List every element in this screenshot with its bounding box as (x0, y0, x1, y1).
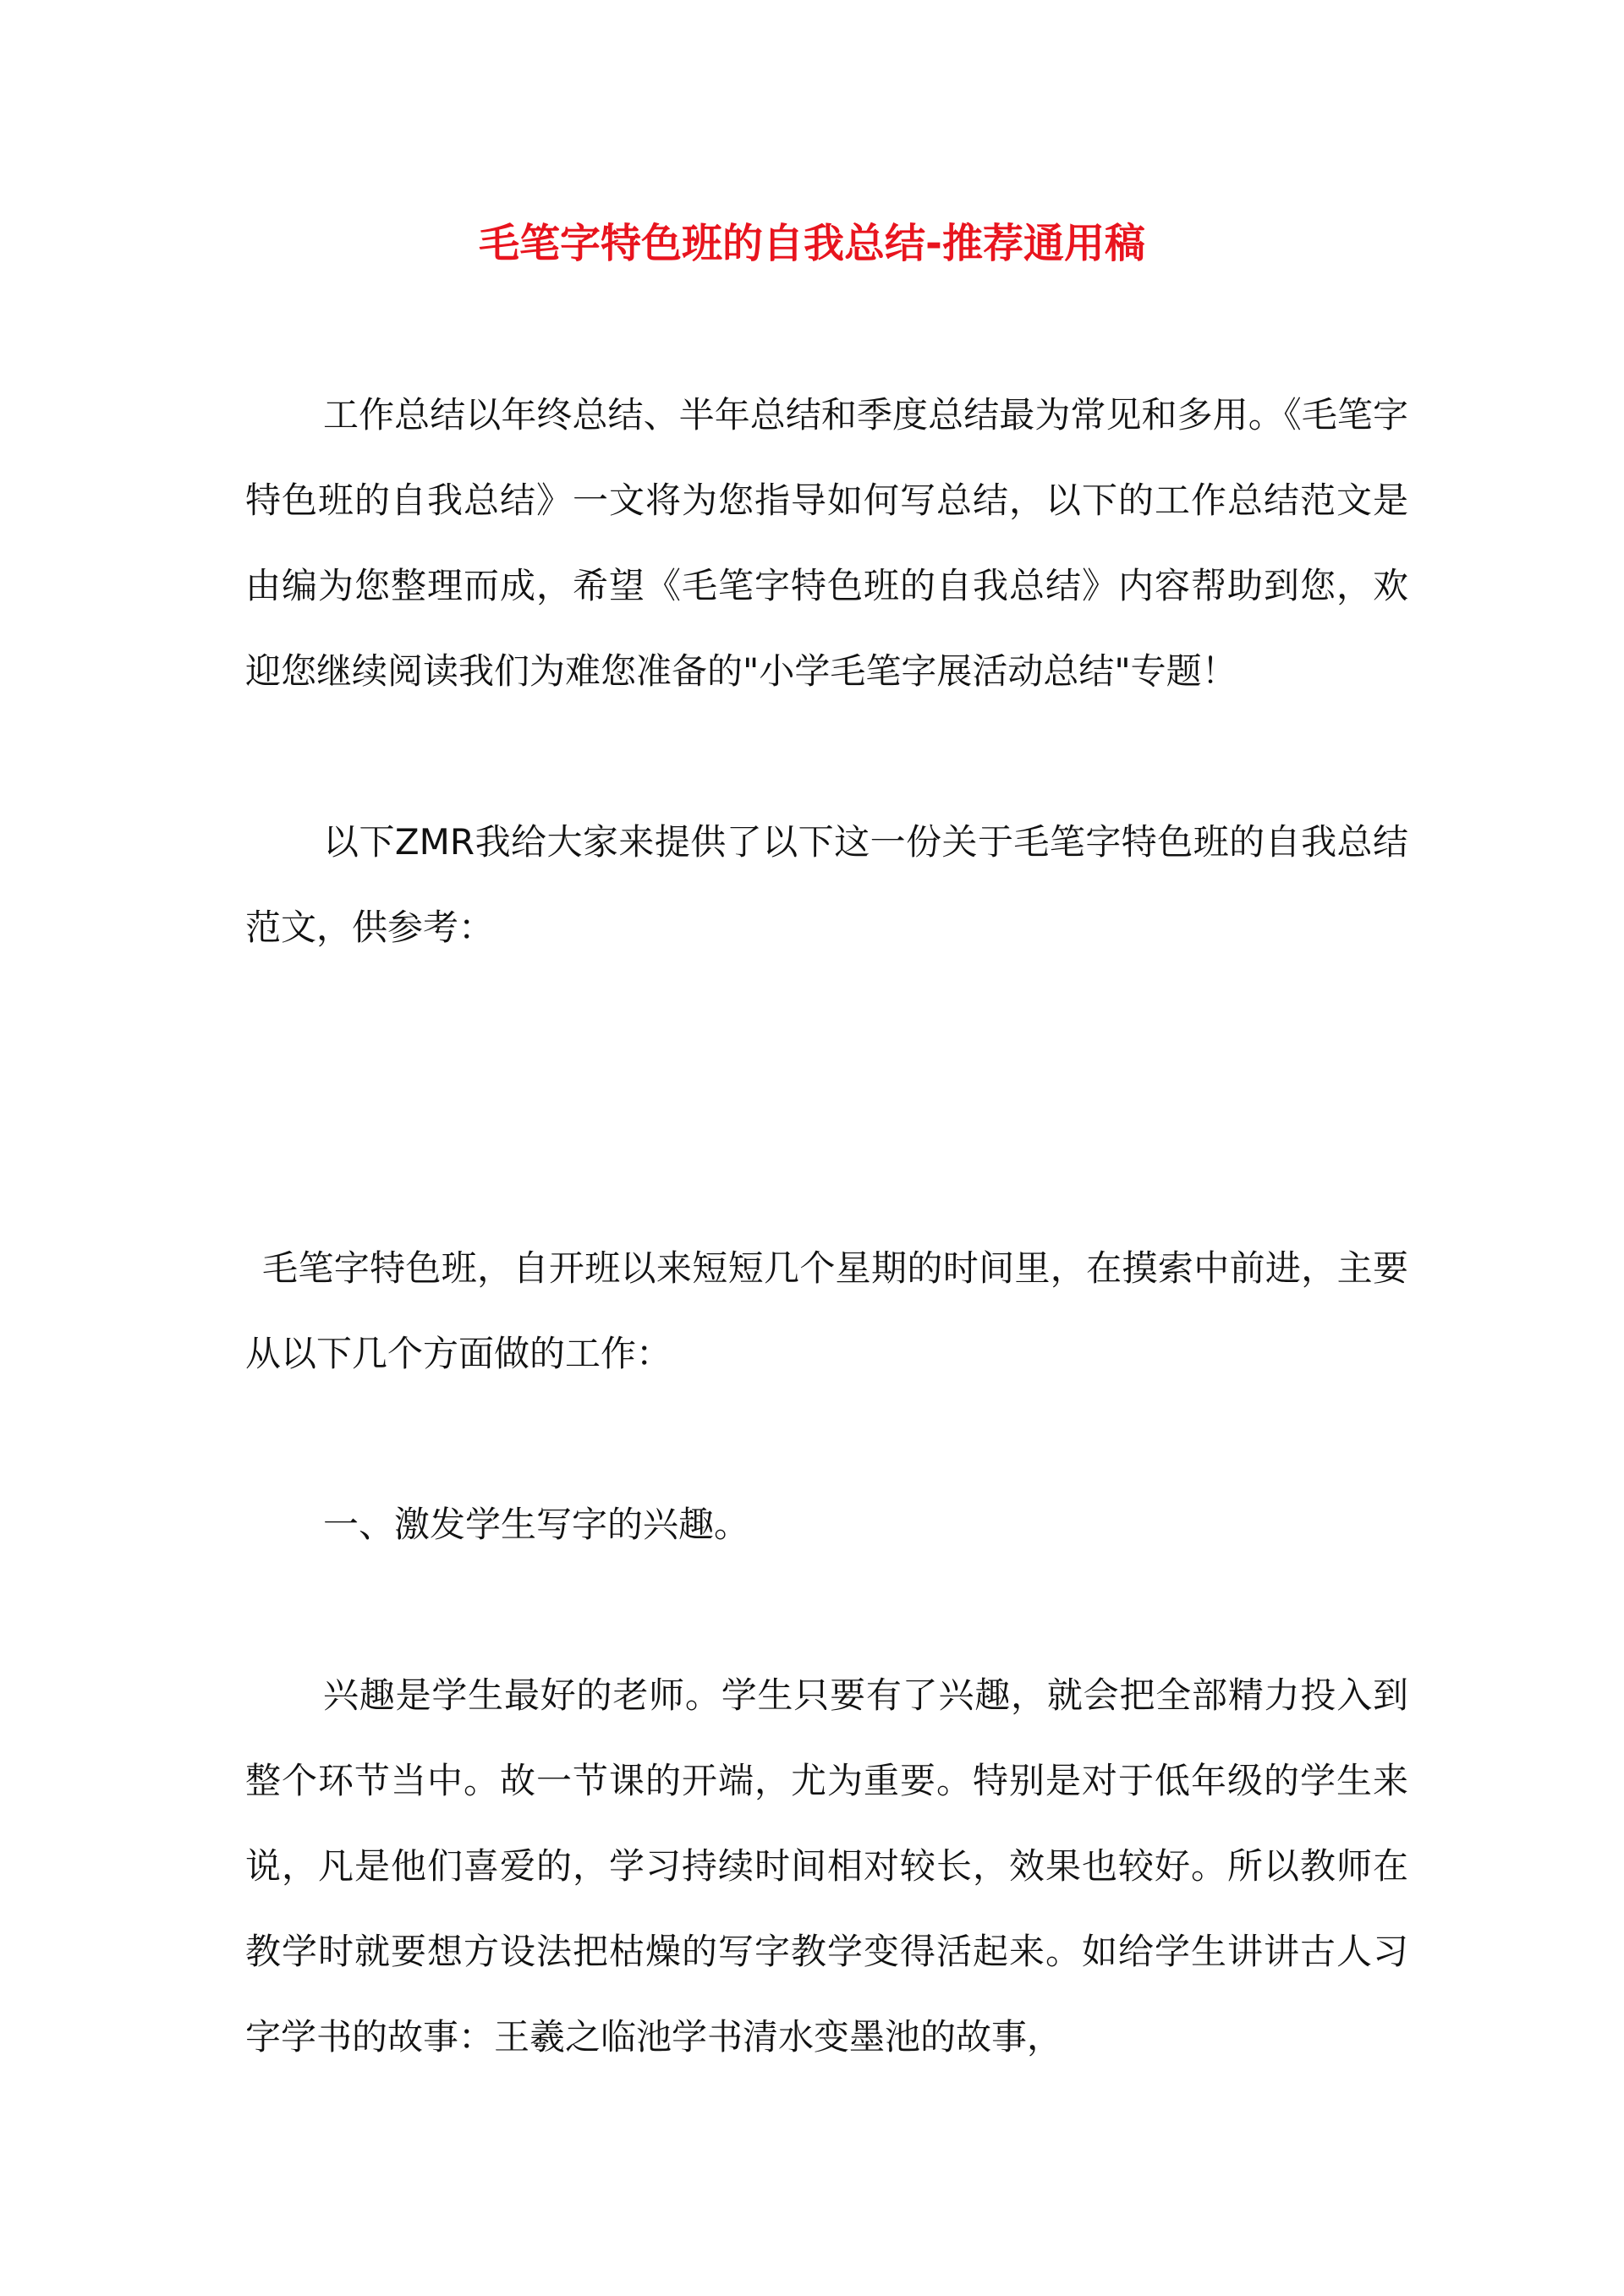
section-heading-1: 一、激发学生写字的兴趣。 (323, 1504, 750, 1545)
overview-paragraph: 毛笔字特色班，自开班以来短短几个星期的时间里，在摸索中前进，主要从以下几个方面做的工作： (245, 1247, 1408, 1374)
intro-paragraph: 工作总结以年终总结、半年总结和季度总结最为常见和多用。《毛笔字特色班的自我总结》一文将为您指导如何写总结，以下的工作总结范文是由编为您整理而成，希望《毛笔字特色班的自我总结》内容帮助到您，欢迎您继续阅读我们为难您准备的"小学毛笔字展活动总结"专题！ (245, 394, 1408, 692)
offer-paragraph: 以下ZMR我给大家来提供了以下这一份关于毛笔字特色班的自我总结范文，供参考： (245, 821, 1408, 948)
interest-paragraph: 兴趣是学生最好的老师。学生只要有了兴趣，就会把全部精力投入到整个环节当中。故一节课的开端，尤为重要。特别是对于低年级的学生来说，凡是他们喜爱的，学习持续时间相对较长，效果也较好。所以教师在教学时就要想方设法把枯燥的写字教学变得活起来。如给学生讲讲古人习字学书的故事：王羲之临池学书清水变墨池的故事， (245, 1674, 1408, 2058)
document-title: 毛笔字特色班的自我总结-推荐通用稿 (479, 220, 1145, 267)
